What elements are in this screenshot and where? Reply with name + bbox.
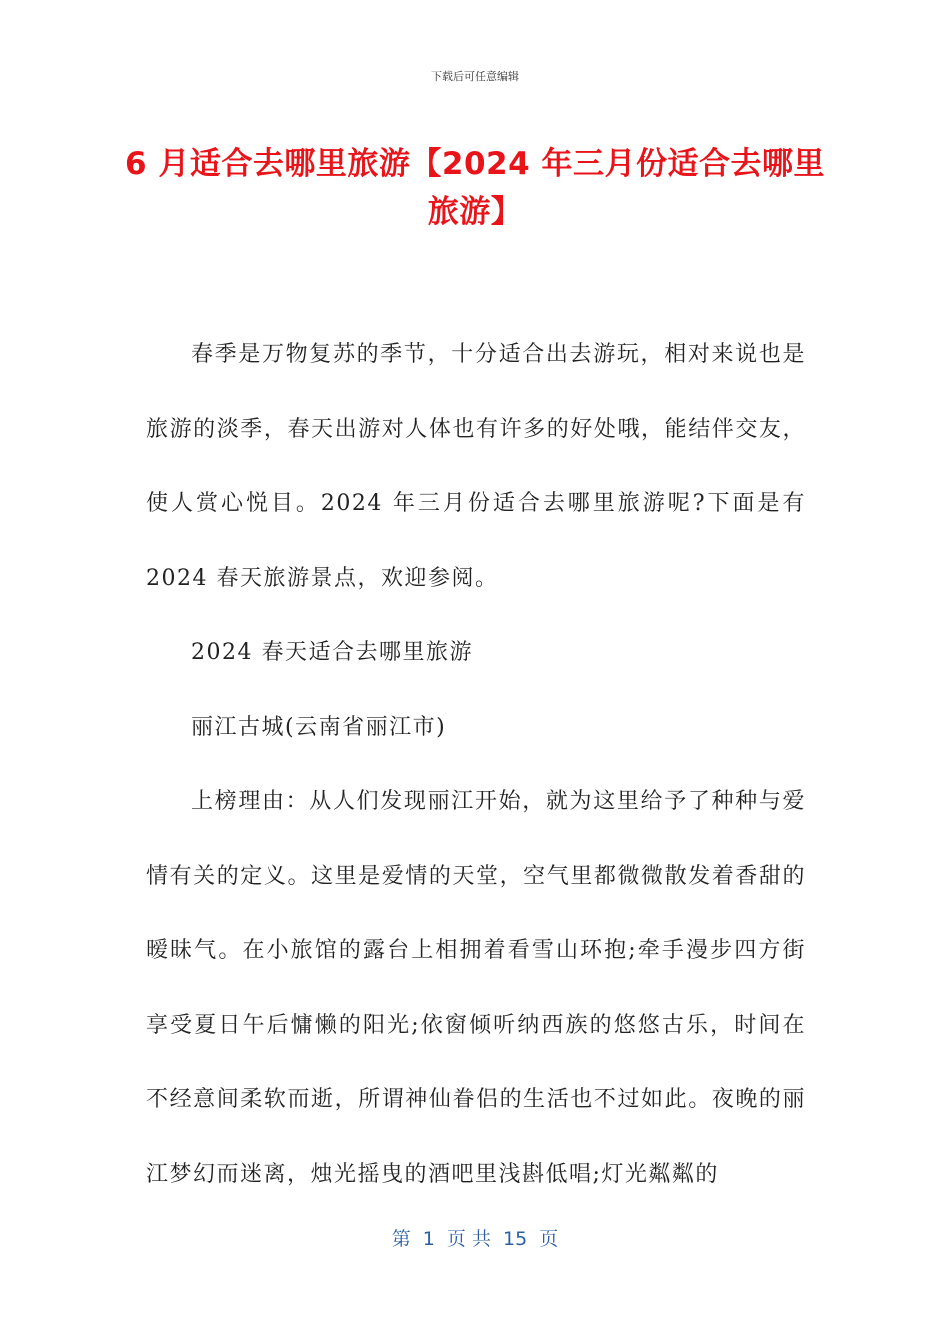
paragraph-location: 丽江古城(云南省丽江市) <box>191 714 447 740</box>
document-body <box>146 318 806 1212</box>
page-number-footer: 第 1 页 共 15 页 <box>391 1228 559 1250</box>
header-note: 下载后可任意编辑 <box>431 70 519 83</box>
paragraph-reason: 上榜理由：从人们发现丽江开始，就为这里给予了种种与爱情有关的定义。这里是爱情的天堂，空气里都微微散发着香甜的暧昧气。在小旅馆的露台上相拥着看雪山环抱;牵手漫步四方街享受夏日午后慵懒的阳光;依窗倾听纳西族的悠悠古乐，时间在不经意间柔软而逝，所谓神仙眷侣的生活也不过如此。夜晚的丽江梦幻而迷离，烛光摇曳的酒吧里浅斟低唱;灯光粼粼的 <box>146 789 806 1187</box>
paragraph-intro: 春季是万物复苏的季节，十分适合出去游玩，相对来说也是旅游的淡季，春天出游对人体也有许多的好处哦，能结伴交友，使人赏心悦目。2024 年三月份适合去哪里旅游呢?下面是有 2024 春天旅游景点，欢迎参阅。 <box>146 342 806 591</box>
paragraph-section-heading: 2024 春天适合去哪里旅游 <box>191 640 473 665</box>
document-title: 6 月适合去哪里旅游【2024 年三月份适合去哪里旅游】 <box>125 146 825 230</box>
